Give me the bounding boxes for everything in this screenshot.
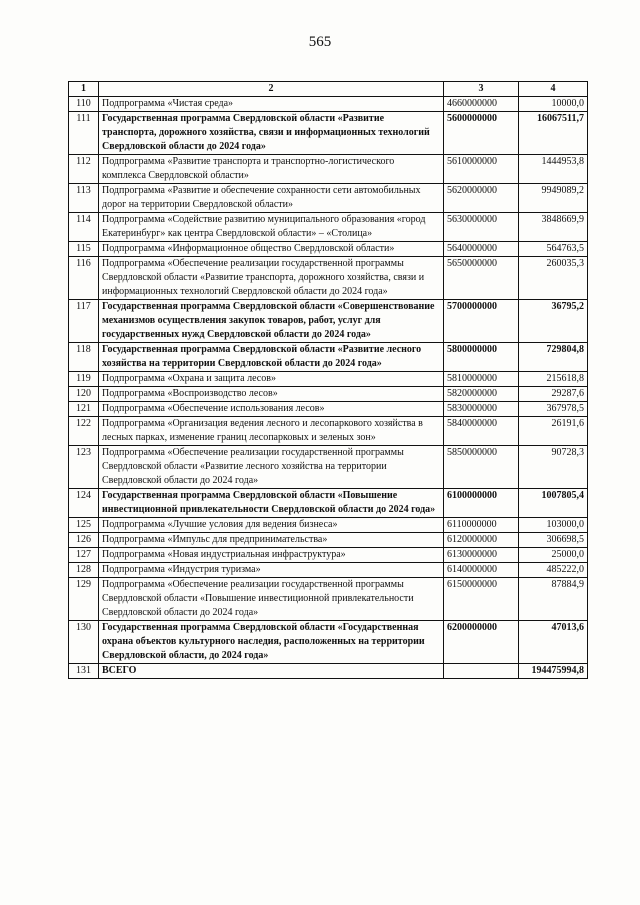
row-code: 5630000000 [444, 213, 519, 242]
row-number: 125 [69, 518, 99, 533]
row-number: 113 [69, 184, 99, 213]
row-code: 6130000000 [444, 548, 519, 563]
row-amount: 194475994,8 [519, 664, 588, 679]
row-number: 110 [69, 97, 99, 112]
row-code: 5640000000 [444, 242, 519, 257]
table-row [69, 664, 588, 679]
row-amount: 9949089,2 [519, 184, 588, 213]
row-code: 5830000000 [444, 402, 519, 417]
table-row [69, 112, 588, 155]
row-amount: 26191,6 [519, 417, 588, 446]
table-row [69, 533, 588, 548]
table-row [69, 184, 588, 213]
row-name: Подпрограмма «Индустрия туризма» [99, 563, 444, 578]
row-name: Подпрограмма «Информационное общество Свердловской области» [99, 242, 444, 257]
row-amount: 10000,0 [519, 97, 588, 112]
row-amount: 3848669,9 [519, 213, 588, 242]
row-number: 128 [69, 563, 99, 578]
table-row [69, 387, 588, 402]
row-amount: 260035,3 [519, 257, 588, 300]
row-amount: 90728,3 [519, 446, 588, 489]
row-name: Государственная программа Свердловской области «Государственная охрана объектов культурного наследия, расположенных на территории Свердловской области, до 2024 года» [99, 621, 444, 664]
table-row [69, 417, 588, 446]
row-name: Подпрограмма «Развитие транспорта и транспортно-логистического комплекса Свердловской области» [99, 155, 444, 184]
row-code: 6150000000 [444, 578, 519, 621]
row-number: 122 [69, 417, 99, 446]
row-amount: 87884,9 [519, 578, 588, 621]
row-code: 4660000000 [444, 97, 519, 112]
row-number: 117 [69, 300, 99, 343]
row-number: 111 [69, 112, 99, 155]
row-name: Государственная программа Свердловской области «Развитие транспорта, дорожного хозяйства, связи и информационных технологий Свердловской области до 2024 года» [99, 112, 444, 155]
table-row [69, 242, 588, 257]
row-number: 120 [69, 387, 99, 402]
page-number: 565 [308, 34, 332, 50]
row-amount: 564763,5 [519, 242, 588, 257]
row-code: 5610000000 [444, 155, 519, 184]
row-number: 119 [69, 372, 99, 387]
row-number: 118 [69, 343, 99, 372]
table-row [69, 563, 588, 578]
row-code: 5620000000 [444, 184, 519, 213]
row-name: Подпрограмма «Воспроизводство лесов» [99, 387, 444, 402]
row-name: Государственная программа Свердловской области «Развитие лесного хозяйства на территории Свердловской области до 2024 года» [99, 343, 444, 372]
table-row [69, 402, 588, 417]
row-number: 121 [69, 402, 99, 417]
row-amount: 36795,2 [519, 300, 588, 343]
table-row [69, 300, 588, 343]
row-name: ВСЕГО [99, 664, 444, 679]
table-header-row [69, 82, 588, 97]
row-amount: 103000,0 [519, 518, 588, 533]
table-body [69, 97, 588, 679]
row-code: 6120000000 [444, 533, 519, 548]
table-row [69, 97, 588, 112]
row-code: 5810000000 [444, 372, 519, 387]
row-name: Подпрограмма «Обеспечение реализации государственной программы Свердловской области «Развитие транспорта, дорожного хозяйства, связи и информационных технологий Свердловской области до 2024 года» [99, 257, 444, 300]
table-row [69, 621, 588, 664]
table-row [69, 372, 588, 387]
header-col-1: 1 [69, 82, 99, 97]
header-col-4: 4 [519, 82, 588, 97]
table-row [69, 257, 588, 300]
row-number: 131 [69, 664, 99, 679]
row-amount: 485222,0 [519, 563, 588, 578]
row-name: Государственная программа Свердловской области «Повышение инвестиционной привлекательности Свердловской области до 2024 года» [99, 489, 444, 518]
row-name: Подпрограмма «Обеспечение реализации государственной программы Свердловской области «Повышение инвестиционной привлекательности Свердловской области до 2024 года» [99, 578, 444, 621]
row-number: 126 [69, 533, 99, 548]
row-name: Государственная программа Свердловской области «Совершенствование механизмов осуществления закупок товаров, работ, услуг для государственных нужд Свердловской области до 2024 года» [99, 300, 444, 343]
row-code: 6110000000 [444, 518, 519, 533]
row-number: 116 [69, 257, 99, 300]
row-code: 5650000000 [444, 257, 519, 300]
row-number: 127 [69, 548, 99, 563]
row-name: Подпрограмма «Обеспечение реализации государственной программы Свердловской области «Развитие лесного хозяйства на территории Свердловской области до 2024 года» [99, 446, 444, 489]
row-name: Подпрограмма «Организация ведения лесного и лесопаркового хозяйства в лесных парках, изменение границ лесопарковых и зеленых зон» [99, 417, 444, 446]
row-name: Подпрограмма «Лучшие условия для ведения бизнеса» [99, 518, 444, 533]
header-col-2: 2 [99, 82, 444, 97]
row-number: 112 [69, 155, 99, 184]
row-code: 6100000000 [444, 489, 519, 518]
row-amount: 25000,0 [519, 548, 588, 563]
row-code: 5800000000 [444, 343, 519, 372]
row-name: Подпрограмма «Импульс для предпринимательства» [99, 533, 444, 548]
row-amount: 1444953,8 [519, 155, 588, 184]
row-name: Подпрограмма «Развитие и обеспечение сохранности сети автомобильных дорог на территории Свердловской области» [99, 184, 444, 213]
row-code: 5700000000 [444, 300, 519, 343]
row-number: 130 [69, 621, 99, 664]
row-amount: 729804,8 [519, 343, 588, 372]
row-amount: 215618,8 [519, 372, 588, 387]
budget-table [68, 81, 588, 679]
table-row [69, 578, 588, 621]
row-code: 5820000000 [444, 387, 519, 402]
table-row [69, 548, 588, 563]
row-code [444, 664, 519, 679]
row-code: 6140000000 [444, 563, 519, 578]
row-number: 123 [69, 446, 99, 489]
table-row [69, 446, 588, 489]
table-row [69, 213, 588, 242]
row-name: Подпрограмма «Чистая среда» [99, 97, 444, 112]
row-code: 5850000000 [444, 446, 519, 489]
header-col-3: 3 [444, 82, 519, 97]
row-number: 115 [69, 242, 99, 257]
row-amount: 16067511,7 [519, 112, 588, 155]
table-row [69, 518, 588, 533]
row-amount: 29287,6 [519, 387, 588, 402]
row-code: 5600000000 [444, 112, 519, 155]
row-code: 6200000000 [444, 621, 519, 664]
table-row [69, 155, 588, 184]
row-name: Подпрограмма «Содействие развитию муниципального образования «город Екатеринбург» как центра Свердловской области» – «Столица» [99, 213, 444, 242]
row-name: Подпрограмма «Охрана и защита лесов» [99, 372, 444, 387]
row-number: 114 [69, 213, 99, 242]
row-amount: 306698,5 [519, 533, 588, 548]
row-amount: 1007805,4 [519, 489, 588, 518]
table-row [69, 489, 588, 518]
row-name: Подпрограмма «Обеспечение использования лесов» [99, 402, 444, 417]
row-number: 129 [69, 578, 99, 621]
row-name: Подпрограмма «Новая индустриальная инфраструктура» [99, 548, 444, 563]
row-amount: 367978,5 [519, 402, 588, 417]
row-code: 5840000000 [444, 417, 519, 446]
table-row [69, 343, 588, 372]
row-amount: 47013,6 [519, 621, 588, 664]
row-number: 124 [69, 489, 99, 518]
